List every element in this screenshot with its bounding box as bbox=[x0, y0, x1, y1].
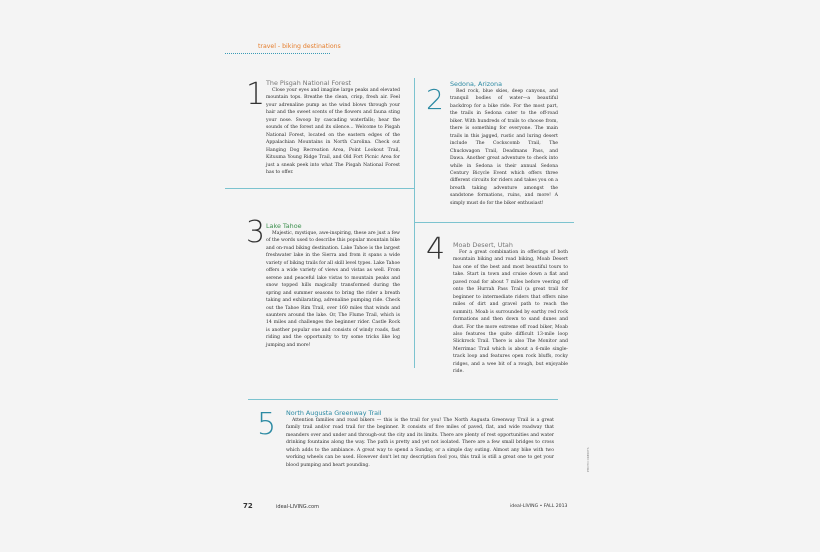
section-body-5: Attention families and road bikers — this is the trail for you! The North Augusta Greenway Trail is a great family trail and/or road trail for the beginner. It consists of five miles of paved, flat, and wide roadway that meanders over and under and through-out the city and its limits. There are plenty of rest opportunities and water drinking fountains along the way. The path is pretty and yet not isolated. There are a few small bridges to cross which adds to the ambiance. A great way to spend a Sunday, or a simple day outing. Almost any bike with two working wheels can be used. However don't let my description fool you, this trail is still a great one to get your blood pumping and heart pounding. bbox=[286, 418, 554, 468]
section-body-2: Red rock, blue skies, deep canyons, and tranquil bodies of water—a beautiful backdrop for a bike ride. For the most part, the trails in Sedona cater to the off-road biker. With hundreds of trails to choose from, there is something for everyone. The main trails in this jagged, rustic and luring desert include The Cockscomb Trail, The Chuckwagon Trail, Deadmans Pass, and Dawa. Another great adventure to check into while in Sedona is their annual Sedona Century Bicycle Event which offers three different circuits for riders and takes you on a breath taking adventure amongst the sandstone formations, ruins, and more! A simply must do for the biker enthusiast! bbox=[450, 89, 558, 206]
section-rule-1 bbox=[225, 188, 414, 189]
section-rule-3 bbox=[248, 399, 558, 400]
footer-issue: ideal-LIVING • FALL 2013 bbox=[510, 504, 568, 509]
page-number: 72 bbox=[243, 502, 253, 510]
photo-credit: PHOTO CREDITS bbox=[586, 447, 590, 472]
section-label-underline bbox=[225, 53, 330, 54]
section-body-3: Majestic, mystique, awe-inspiring, these are just a few of the words used to describe this popular mountain bike and on-road biking destination. Lake Tahoe is the largest freshwater lake in the Sierra and from it spans a wide variety of biking trails for all skill level types. Lake Tahoe offers a wide variety of views and vistas as well. From serene and peaceful lake vistas to mountain peaks and snow topped hills magically transformed during the spring and summer seasons to bring the rider a breath taking and exhilarating, adrenaline pumping ride. Check out the Tahoe Rim Trail, over 160 miles that winds and saunters around the lake. Or, The Flume Trail, which is 14 miles and challenges the beginner rider. Castle Rock is another popular one and consists of windy roads, fast riding and the opportunity to try some tricks like log jumping and more! bbox=[266, 231, 400, 348]
section-number-3: 3 bbox=[246, 215, 266, 250]
footer-website: ideal-LIVING.com bbox=[276, 504, 319, 510]
section-label: travel - biking destinations bbox=[258, 43, 341, 50]
section-title-4: Moab Desert, Utah bbox=[453, 241, 513, 249]
section-title-5: North Augusta Greenway Trail bbox=[286, 409, 382, 417]
section-number-5: 5 bbox=[257, 407, 277, 442]
section-title-1: The Pisgah National Forest bbox=[266, 79, 352, 87]
section-title-2: Sedona, Arizona bbox=[450, 80, 502, 88]
section-title-3: Lake Tahoe bbox=[266, 222, 302, 230]
section-number-4: 4 bbox=[426, 232, 446, 267]
section-body-1: Close your eyes and imagine large peaks and elevated mountain tops. Breathe the clean, crisp, fresh air. Feel your adrenaline pump as the wind blows through your hair and the sweet scents of the flowers and fauna sting your nose. Swoop by cascading waterfalls; hear the sounds of the forest and its silence... Welcome to Pisgah National Forest, located on the eastern edges of the Appalachian Mountains in North Carolina. Check out Hanging Dog Recreation Area, Point Lookout Trail, Kituuma Young Ridge Trail, and Old Fort Picnic Area for just a sneak peek into what The Pisgah National Forest has to offer. bbox=[266, 88, 400, 175]
section-number-2: 2 bbox=[426, 83, 444, 116]
section-number-1: 1 bbox=[246, 77, 266, 112]
section-rule-2 bbox=[414, 222, 574, 223]
section-body-4: For a great combination in offerings of both mountain biking and road biking, Moab Desert has one of the best and most beautiful tours to take. Start in town and cruise down a flat and paved road for about 7 miles before veering off onto the Hurrah Pass Trail (a great trail for beginner to intermediate riders that offers nine miles of dirt and gravel path to reach the summit). Moab is surrounded by earthy red rock formations and then down to sand dunes and dust. For the more extreme off road biker, Moab also features the quite difficult 13-mile loop Slickrock Trail. There is also The Monitor and Merrimac Trail which is about a 6-mile single-track loop and features open rock bluffs, rocky ridges, and a wee bit of a rough, but enjoyable ride. bbox=[453, 250, 568, 375]
column-divider bbox=[414, 78, 415, 368]
